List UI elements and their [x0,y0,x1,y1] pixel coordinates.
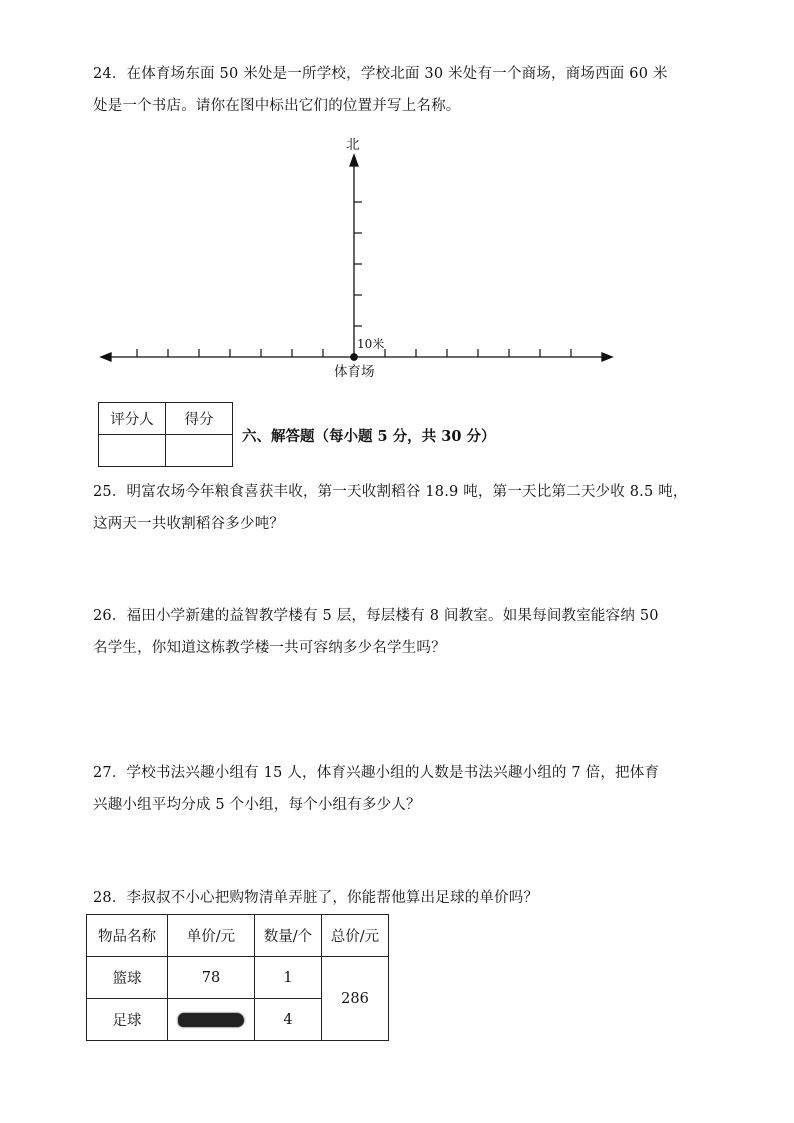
row-basketball-name: 篮球 [87,957,168,999]
q27-line1: 27．学校书法兴趣小组有 15 人，体育兴趣小组的人数是书法兴趣小组的 7 倍，把体育 [93,765,660,781]
shopping-list-table [86,914,389,1041]
row-football-qty: 4 [255,999,322,1041]
q27-line2: 兴趣小组平均分成 5 个小组，每个小组有多少人？ [93,797,421,813]
q24-line2: 处是一个书店。请你在图中标出它们的位置并写上名称。 [93,98,461,114]
row-basketball-qty: 1 [255,957,322,999]
row-football-price-smudged [168,999,255,1041]
q25-line2: 这两天一共收割稻谷多少吨？ [93,516,285,532]
q25-line1: 25．明富农场今年粮食喜获丰收，第一天收割稻谷 18.9 吨，第一天比第二天少收 8.5 吨， [93,484,688,500]
scale-label: 10米 [357,337,385,351]
q24-line1: 24．在体育场东面 50 米处是一所学校，学校北面 30 米处有一个商场，商场西面 60 米 [93,66,668,82]
row-basketball-price: 78 [168,957,255,999]
north-arrowhead [350,155,358,166]
section-title: 六、解答题（每小题 5 分，共 30 分） [242,428,496,445]
score-header-score: 得分 [166,403,233,435]
q26-line1: 26．福田小学新建的益智教学楼有 5 层，每层楼有 8 间教室。如果每间教室能容纳 50 [93,608,659,624]
header-total-price: 总价/元 [322,915,389,957]
header-item-name: 物品名称 [87,915,168,957]
score-table [98,402,233,467]
q28-line1: 28．李叔叔不小心把购物清单弄脏了，你能帮他算出足球的单价吗？ [93,890,539,906]
total-price-cell: 286 [322,957,389,1041]
origin-label: 体育场 [334,364,375,380]
ink-smudge [178,1013,244,1027]
header-quantity: 数量/个 [255,915,322,957]
direction-diagram [0,0,794,400]
origin-point [351,354,357,360]
score-cell-score [166,435,233,467]
score-header-grader: 评分人 [99,403,166,435]
header-unit-price: 单价/元 [168,915,255,957]
score-cell-grader [99,435,166,467]
west-arrowhead [101,353,111,361]
q26-line2: 名学生，你知道这栋教学楼一共可容纳多少名学生吗？ [93,640,446,656]
north-label: 北 [346,137,360,153]
east-arrowhead [602,353,612,361]
row-football-name: 足球 [87,999,168,1041]
